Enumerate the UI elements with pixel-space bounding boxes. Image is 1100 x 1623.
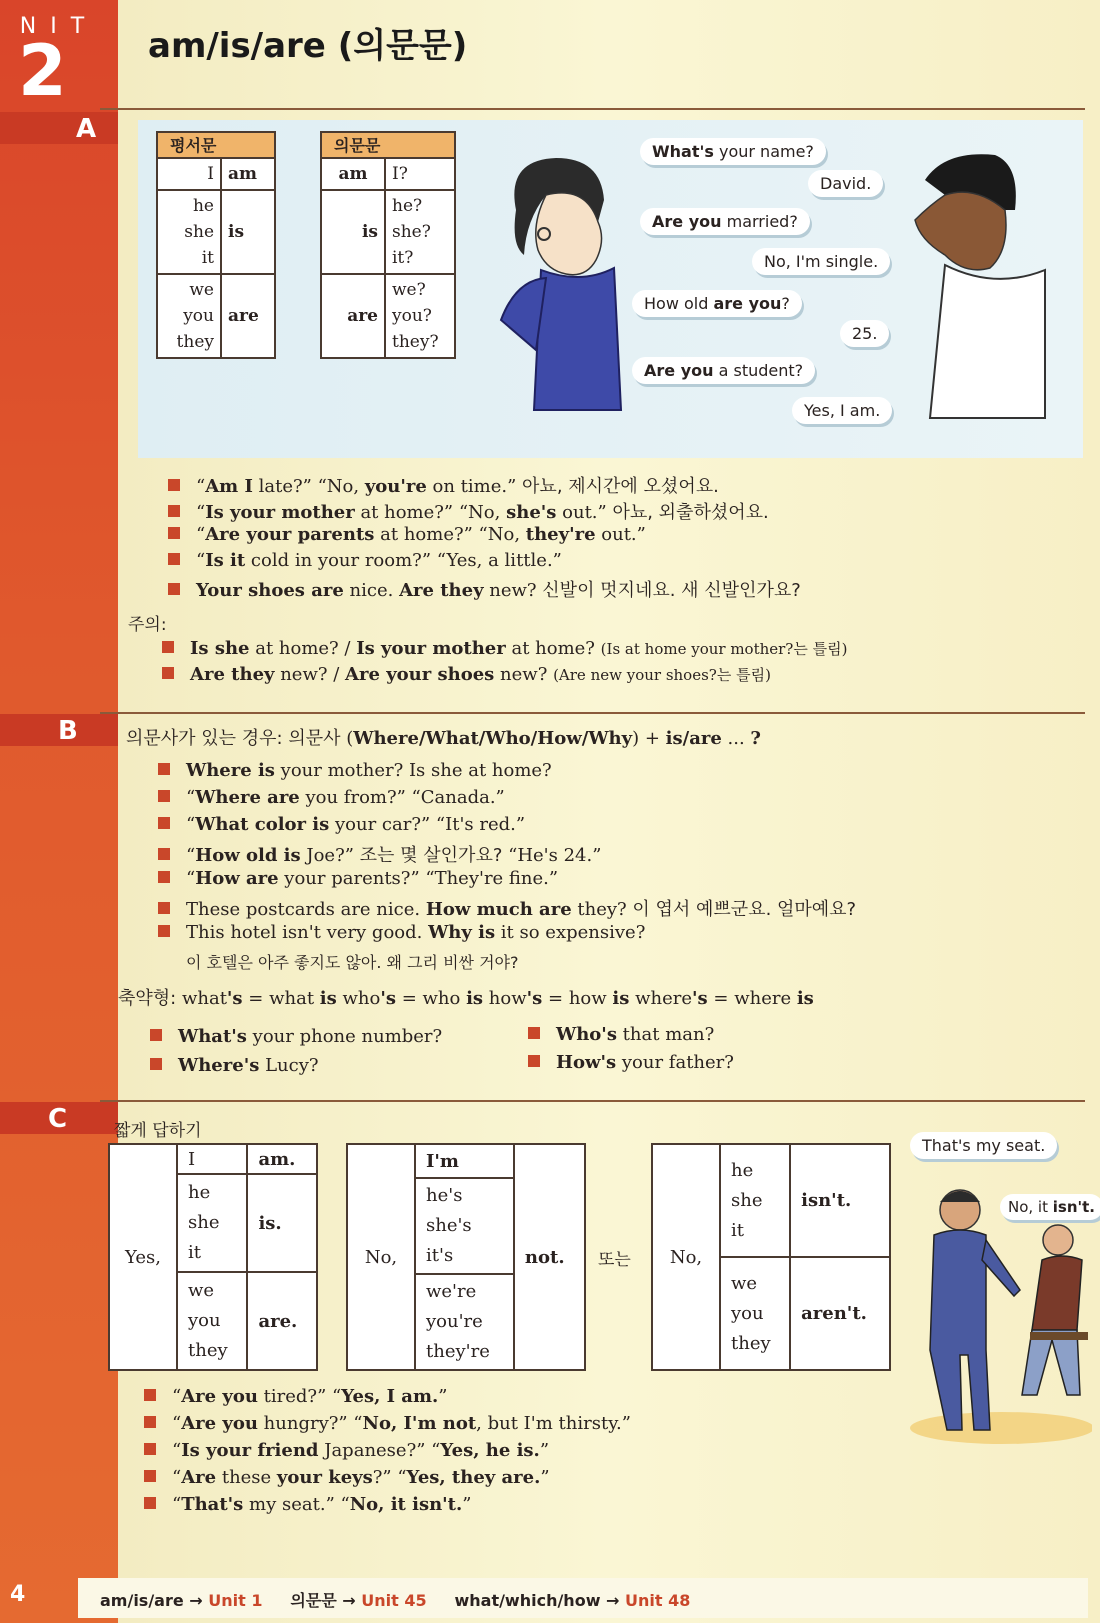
footer-references [100,1588,690,1611]
speech-bubble: 25. [840,320,889,347]
cell: I? [385,158,455,190]
footer-ref-text: 의문문 → [290,1591,362,1610]
statement-table [156,157,276,359]
section-divider-c [100,1100,1085,1102]
bullet-icon [158,848,170,860]
section-divider-b [100,712,1085,714]
cell: are [221,274,275,358]
list-item: Who's that man? [528,1024,714,1045]
cell: he's she's it's [415,1178,514,1274]
cell: we you they [177,1272,247,1370]
footer-ref-text: what/which/how → [454,1591,626,1610]
note-item: Are they new? / Are your shoes new? (Are new your shoes?는 틀림) [162,664,771,685]
list-item: “What color is your car?” “It's red.” [158,814,525,835]
bullet-icon [144,1389,156,1401]
footer-ref-link[interactable]: Unit 48 [625,1591,691,1610]
page-title: am/is/are (의문문) [148,26,468,66]
bullet-icon [158,790,170,802]
unit-sidebar [0,0,118,1623]
unit-label: NIT [19,14,99,39]
statement-table-header: 평서문 [156,131,276,157]
speech-bubble: David. [808,170,883,197]
cell: am [221,158,275,190]
cell: we? you? they? [385,274,455,358]
bullet-icon [528,1055,540,1067]
cell: isn't. [790,1144,890,1257]
bullet-icon [144,1416,156,1428]
cell: is [221,190,275,274]
bullet-icon [158,817,170,829]
cell: is [321,190,385,274]
bullet-icon [158,871,170,883]
list-item: How's your father? [528,1052,734,1073]
cell: we're you're they're [415,1274,514,1370]
cell: aren't. [790,1257,890,1370]
cell: he she it [720,1144,790,1257]
list-item: “Are your parents at home?” “No, they're out.” [168,524,646,545]
speech-bubble: No, it isn't. [1000,1194,1100,1220]
cell: he? she? it? [385,190,455,274]
question-table [320,157,456,359]
cell: are [321,274,385,358]
list-item: “How are your parents?” “They're fine.” [158,868,558,889]
bullet-icon [168,527,180,539]
man-illustration [905,150,1055,420]
bullet-icon [158,925,170,937]
cell: Yes, [109,1144,177,1370]
section-letter-b: B [58,716,78,746]
section-letter-c: C [48,1104,68,1134]
list-item: “How old is Joe?” 조는 몇 살인가요? “He's 24.” [158,841,601,867]
list-item: Your shoes are nice. Are they new? 신발이 멋지네요. 새 신발인가요? [168,576,801,602]
no-short-answer-table [651,1143,891,1371]
speech-bubble: How old are you? [632,290,802,317]
seat-scene-illustration [902,1180,1092,1450]
no-answer-table [346,1143,586,1371]
cell: we you they [157,274,221,358]
list-item: “Where are you from?” “Canada.” [158,787,505,808]
cell: he she it [177,1174,247,1272]
bullet-icon [144,1443,156,1455]
cell: I [157,158,221,190]
cell: am. [247,1144,317,1174]
yes-answer-table [108,1143,318,1371]
cell: No, [652,1144,720,1370]
bullet-icon [168,479,180,491]
note-label: 주의: [128,615,167,635]
footer-ref-link[interactable]: Unit 45 [361,1591,427,1610]
bullet-icon [162,641,174,653]
speech-bubble: No, I'm single. [752,248,890,275]
list-item: “Am I late?” “No, you're on time.” 아뇨, 제시간에 오셨어요. [168,472,719,498]
or-label: 또는 [598,1250,631,1270]
cell: am [321,158,385,190]
section-divider-a [100,108,1085,110]
page-number: 4 [10,1582,26,1607]
footer-ref-text: am/is/are → [100,1591,209,1610]
bullet-icon [168,505,180,517]
cell: he she it [157,190,221,274]
bullet-icon [158,763,170,775]
section-b-intro: 의문사가 있는 경우: 의문사 (Where/What/Who/How/Why) + is/are ... ? [126,728,761,749]
bullet-icon [144,1470,156,1482]
bullet-icon [158,902,170,914]
list-item: “Are these your keys?” “Yes, they are.” [144,1467,550,1488]
section-letter-a: A [76,114,97,144]
bullet-icon [168,583,180,595]
section-c-label: 짧게 답하기 [114,1121,202,1141]
bullet-icon [168,553,180,565]
bullet-icon [162,667,174,679]
cell: I'm [415,1144,514,1178]
cell: not. [514,1144,585,1370]
speech-bubble: Are you married? [640,208,810,235]
list-item: “Are you hungry?” “No, I'm not, but I'm thirsty.” [144,1413,631,1434]
question-table-header: 의문문 [320,131,456,157]
list-item: Where is your mother? Is she at home? [158,760,552,781]
speech-bubble: That's my seat. [910,1132,1057,1159]
list-item: “Is it cold in your room?” “Yes, a little.” [168,550,562,571]
bullet-icon [528,1027,540,1039]
cell: are. [247,1272,317,1370]
list-item: “That's my seat.” “No, it isn't.” [144,1494,471,1515]
cell: I [177,1144,247,1174]
contractions-line: 축약형: what's = what is who's = who is how's = how is where's = where is [118,988,814,1009]
cell: we you they [720,1257,790,1370]
speech-bubble: Are you a student? [632,357,815,384]
note-item: Is she at home? / Is your mother at home? (Is at home your mother?는 틀림) [162,638,847,659]
woman-illustration [486,150,626,415]
list-item: What's your phone number? [150,1026,442,1047]
bullet-icon [150,1058,162,1070]
footer-ref-link[interactable]: Unit 1 [208,1591,263,1610]
speech-bubble: Yes, I am. [792,397,892,424]
unit-number: 2 [18,30,67,112]
list-item: Where's Lucy? [150,1055,319,1076]
translation-text: 이 호텔은 아주 좋지도 않아. 왜 그리 비싼 거야? [186,953,519,972]
list-item: “Is your friend Japanese?” “Yes, he is.” [144,1440,549,1461]
list-item: This hotel isn't very good. Why is it so expensive? [158,922,645,943]
list-item: These postcards are nice. How much are they? 이 엽서 예쁘군요. 얼마예요? [158,895,856,921]
section-tab-a [0,112,118,144]
list-item: “Are you tired?” “Yes, I am.” [144,1386,448,1407]
list-item: “Is your mother at home?” “No, she's out.” 아뇨, 외출하셨어요. [168,498,769,524]
bullet-icon [150,1029,162,1041]
bullet-icon [144,1497,156,1509]
cell: No, [347,1144,415,1370]
cell: is. [247,1174,317,1272]
speech-bubble: What's your name? [640,138,826,165]
